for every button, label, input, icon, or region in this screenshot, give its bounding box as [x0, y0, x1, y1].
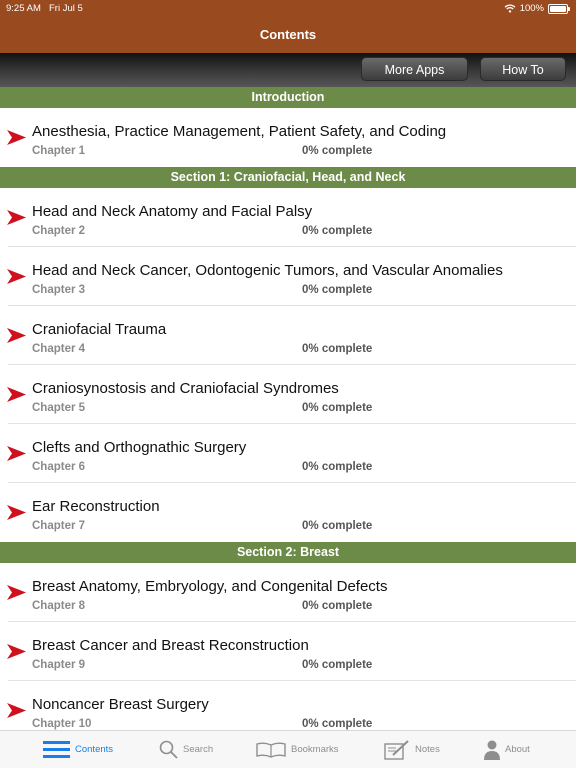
chevron-arrow-icon [7, 505, 26, 520]
search-icon [159, 740, 178, 759]
chapter-progress: 0% complete [302, 145, 373, 157]
chevron-arrow-icon [7, 328, 26, 343]
chapter-number: Chapter 2 [32, 225, 86, 237]
tab-label: Contents [75, 744, 114, 755]
chapter-title: Craniofacial Trauma [32, 321, 167, 338]
chapter-title: Noncancer Breast Surgery [32, 696, 209, 713]
status-date: Fri Jul 5 [49, 3, 83, 14]
list-icon [43, 741, 70, 758]
chapter-number: Chapter 6 [32, 461, 86, 473]
chapter-title: Head and Neck Cancer, Odontogenic Tumors, and Vascular Anomalies [32, 262, 503, 279]
tab-about[interactable] [484, 731, 530, 768]
chapter-row[interactable] [0, 108, 576, 167]
chapter-title: Head and Neck Anatomy and Facial Palsy [32, 203, 313, 220]
chapter-title: Breast Cancer and Breast Reconstruction [32, 637, 309, 654]
tab-label: Search [183, 744, 214, 755]
chapter-number: Chapter 3 [32, 284, 86, 296]
chapter-number: Chapter 9 [32, 659, 86, 671]
section-header-craniofacial: Section 1: Craniofacial, Head, and Neck [0, 167, 576, 188]
contents-list[interactable] [0, 87, 576, 730]
chapter-progress: 0% complete [302, 402, 373, 414]
chapter-progress: 0% complete [302, 461, 373, 473]
chapter-progress: 0% complete [302, 284, 373, 296]
chapter-row[interactable] [0, 681, 576, 730]
tab-bar [0, 730, 576, 768]
chapter-row[interactable] [0, 483, 576, 542]
more-apps-button[interactable]: More Apps [361, 57, 468, 81]
toolbar [0, 53, 576, 87]
book-icon [256, 742, 286, 758]
person-icon [484, 740, 500, 760]
chevron-arrow-icon [7, 130, 26, 145]
status-bar [0, 0, 576, 16]
chapter-row[interactable] [0, 563, 576, 622]
chevron-arrow-icon [7, 210, 26, 225]
chapter-number: Chapter 10 [32, 718, 92, 730]
chapter-row[interactable] [0, 306, 576, 365]
chapter-progress: 0% complete [302, 718, 373, 730]
chevron-arrow-icon [7, 585, 26, 600]
chevron-arrow-icon [7, 387, 26, 402]
tab-label: Bookmarks [291, 744, 339, 755]
chapter-number: Chapter 1 [32, 145, 86, 157]
tab-label: About [505, 744, 530, 755]
chapter-progress: 0% complete [302, 343, 373, 355]
battery-percent: 100% [519, 3, 544, 14]
chapter-title: Clefts and Orthognathic Surgery [32, 439, 247, 456]
tab-label: Notes [415, 744, 440, 755]
notes-icon [384, 740, 410, 760]
page-title: Contents [259, 27, 317, 42]
chapter-row[interactable] [0, 622, 576, 681]
chapter-row[interactable] [0, 365, 576, 424]
chapter-title: Ear Reconstruction [32, 498, 160, 515]
chapter-title: Craniosynostosis and Craniofacial Syndromes [32, 380, 339, 397]
battery-icon [548, 4, 568, 14]
section-header-introduction: Introduction [0, 87, 576, 108]
how-to-button[interactable]: How To [480, 57, 566, 81]
chapter-row[interactable] [0, 247, 576, 306]
chapter-number: Chapter 4 [32, 343, 86, 355]
status-indicators [504, 3, 568, 14]
chapter-progress: 0% complete [302, 600, 373, 612]
chapter-title: Breast Anatomy, Embryology, and Congenital Defects [32, 578, 388, 595]
chapter-progress: 0% complete [302, 659, 373, 671]
chevron-arrow-icon [7, 644, 26, 659]
chevron-arrow-icon [7, 269, 26, 284]
tab-bookmarks[interactable] [256, 731, 339, 768]
chapter-row[interactable] [0, 188, 576, 247]
tab-notes[interactable] [384, 731, 440, 768]
chapter-number: Chapter 8 [32, 600, 86, 612]
chapter-row[interactable] [0, 424, 576, 483]
wifi-icon [504, 4, 516, 13]
section-header-breast: Section 2: Breast [0, 542, 576, 563]
chapter-progress: 0% complete [302, 225, 373, 237]
navigation-bar [0, 16, 576, 53]
chapter-number: Chapter 5 [32, 402, 86, 414]
chapter-number: Chapter 7 [32, 520, 86, 532]
chevron-arrow-icon [7, 446, 26, 461]
tab-search[interactable] [159, 731, 213, 768]
status-time: 9:25 AM [6, 3, 41, 14]
chapter-title: Anesthesia, Practice Management, Patient Safety, and Coding [32, 123, 447, 140]
chevron-arrow-icon [7, 703, 26, 718]
tab-contents[interactable] [43, 731, 113, 768]
chapter-progress: 0% complete [302, 520, 373, 532]
